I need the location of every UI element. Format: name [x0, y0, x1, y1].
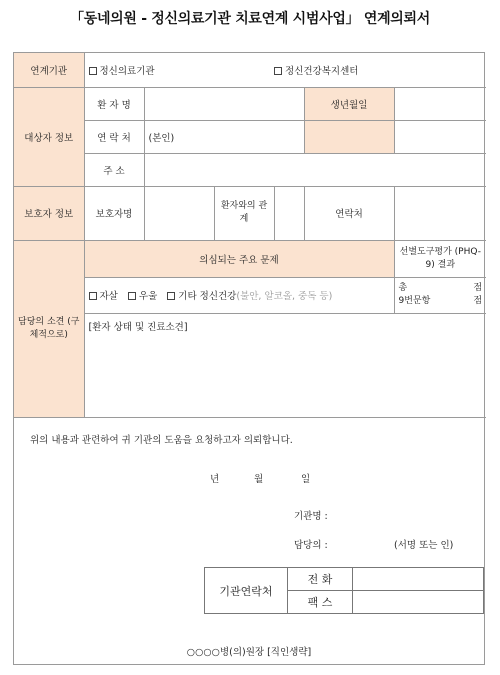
notes-label: [환자 상태 및 진료소견]	[88, 321, 188, 333]
address-field[interactable]	[144, 153, 486, 186]
checkbox-icon[interactable]	[274, 67, 282, 75]
guardian-section-label: 보호자 정보	[14, 186, 84, 240]
patient-contact-label: 연 락 처	[84, 120, 144, 153]
guardian-name-label: 보호자명	[84, 186, 144, 240]
checkbox-icon[interactable]	[89, 67, 97, 75]
dob-field[interactable]	[394, 87, 486, 120]
option-suicide[interactable]	[89, 291, 118, 302]
guardian-name-field[interactable]	[144, 186, 214, 240]
request-section	[14, 420, 484, 664]
total-label: 총	[398, 283, 408, 293]
relation-label: 환자와의 관계	[214, 186, 274, 240]
year-label: 년	[210, 474, 220, 485]
agency-option-clinic-label: 정신의료기관	[99, 65, 155, 77]
guardian-contact-label: 연락처	[304, 186, 394, 240]
address-label: 주 소	[84, 153, 144, 186]
phone-label: 전 화	[288, 568, 353, 591]
agency-contact-table	[204, 567, 484, 614]
contact-self-note: (본인)	[148, 132, 175, 144]
phone-field[interactable]	[353, 568, 484, 591]
patient-name-label: 환 자 명	[84, 87, 144, 120]
agency-name-label: 기관명 :	[294, 511, 328, 522]
agency-label: 연계기관	[14, 53, 84, 87]
item9-unit: 점	[473, 296, 483, 306]
option-other-hint: (불안, 알코올, 중독 등)	[236, 291, 333, 302]
checkbox-icon[interactable]	[167, 292, 175, 300]
checkbox-icon[interactable]	[89, 292, 97, 300]
guardian-contact-field[interactable]	[394, 186, 486, 240]
contact-extra-field[interactable]	[394, 120, 486, 153]
option-depression[interactable]	[128, 291, 157, 302]
day-label: 일	[301, 474, 311, 485]
option-suicide-label: 자살	[99, 291, 118, 302]
patient-section-label: 대상자 정보	[14, 87, 84, 186]
contact-extra-cell	[304, 120, 394, 153]
problem-options	[84, 277, 394, 313]
request-text: 위의 내용과 관련하여 귀 기관의 도움을 요청하고자 의뢰합니다.	[30, 435, 293, 446]
total-unit: 점	[473, 283, 483, 293]
stamp-line: ○○○○병(의)원장 [직인생략]	[186, 647, 312, 658]
doctor-label: 담당의 :	[294, 540, 328, 551]
contact-title: 기관연락처	[205, 568, 288, 614]
screening-header: 선별도구평가 (PHQ-9) 결과	[394, 240, 486, 277]
fax-field[interactable]	[353, 591, 484, 614]
option-other[interactable]	[167, 291, 332, 302]
fax-label: 팩 스	[288, 591, 353, 614]
agency-option-center-label: 정신건강복지센터	[285, 65, 359, 77]
relation-field[interactable]	[274, 186, 304, 240]
notes-field[interactable]	[84, 313, 486, 417]
problem-header: 의심되는 주요 문제	[84, 240, 394, 277]
page-title: 「동네의원 - 정신의료기관 치료연계 시범사업」 연계의뢰서	[70, 11, 430, 27]
score-cell[interactable]	[394, 277, 486, 313]
option-other-label: 기타 정신건강	[178, 291, 237, 302]
item9-label: 9번문항	[398, 296, 431, 306]
patient-name-field[interactable]	[144, 87, 304, 120]
option-depression-label: 우울	[138, 291, 158, 302]
dob-label: 생년월일	[304, 87, 394, 120]
agency-option-center[interactable]	[274, 53, 486, 87]
checkbox-icon[interactable]	[128, 292, 136, 300]
month-label: 월	[254, 474, 264, 485]
patient-contact-field[interactable]	[144, 120, 304, 153]
form-table	[14, 53, 486, 418]
agency-option-clinic[interactable]	[84, 53, 274, 87]
opinion-section-label: 담당의 소견 (구체적으로)	[14, 240, 84, 417]
signature-note: (서명 또는 인)	[394, 540, 454, 551]
